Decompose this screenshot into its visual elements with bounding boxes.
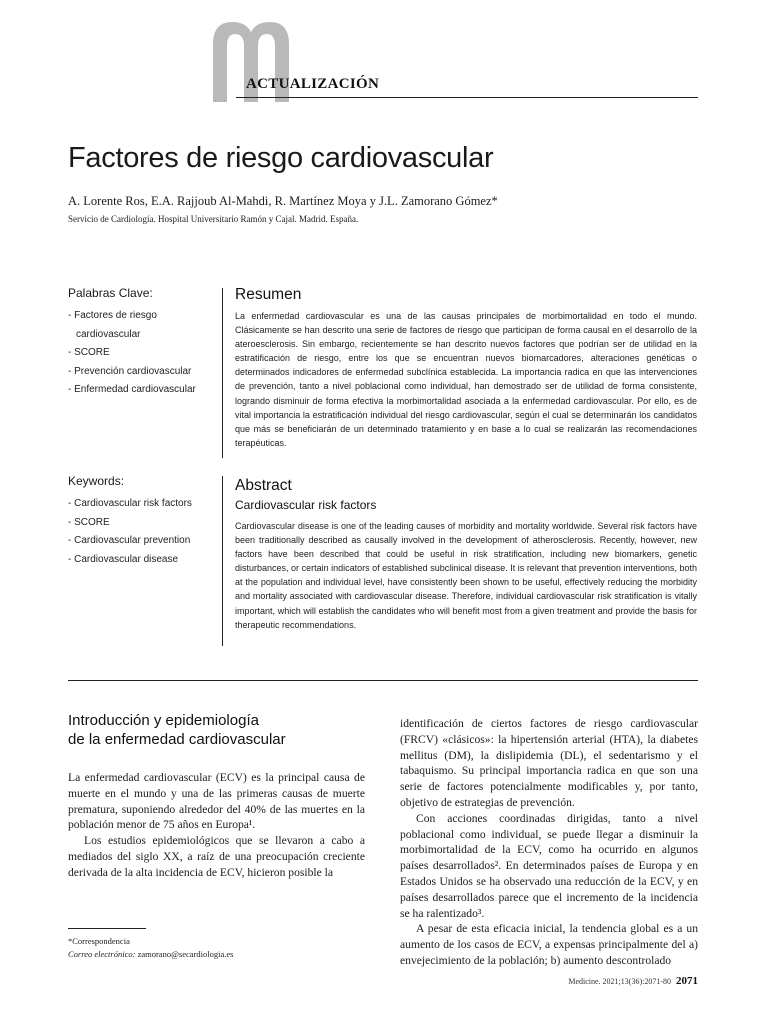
resumen-text: La enfermedad cardiovascular es una de las causas principales de morbimortalidad en todo el mundo. Clásicamente se han descrito una serie de factores de riesgo que participan de forma causal en el desarrollo de la ateroesclerosis. Sin embargo, recientemente se han descrito nuevos factores que podrían ser de utilidad en la estratificación de riesgo, entre los que se encuentran nuevos biomarcadores, alteraciones genéticas o determinados indicadores de enfermedad subclínica establecida. La importancia radica en que las intervenciones de prevención, tanto a nivel poblacional como individual, han demostrado ser de utilidad de forma consistente, logrando disminuir de forma efectiva la morbimortalidad asociada a la enfermedad cardiovascular. Por ello, es de vital importancia la estratificación individual del riesgo cardiovascular, según el cual se determinarán los candidatos que más se beneficiarán de un determinado tratamiento y en base a lo cual se realizarán las recomendaciones terapéuticas. bbox=[235, 311, 697, 448]
footnote-email-link[interactable]: zamorano@secardiologia.es bbox=[137, 949, 234, 959]
body-paragraph: identificación de ciertos factores de riesgo cardiovascular (FRCV) «clásicos»: la hipertensión arterial (HTA), la diabetes mellitus (DM), la dislipidemia (DL), el sedentarismo y el tabaquismo. Su principal importancia radica en que son una serie de factores potencialmente modificables y, por tanto, objetivo de estrategias de prevención. bbox=[400, 717, 698, 809]
keywords-list bbox=[68, 495, 192, 569]
header-rule bbox=[236, 97, 698, 98]
body-paragraph: Los estudios epidemiológicos que se llevaron a cabo a mediados del siglo XX, a raíz de una preocupación creciente derivada de la alta incidencia de ECV, hicieron posible la bbox=[68, 834, 365, 879]
footnote-correspondence: *Correspondencia bbox=[68, 936, 130, 946]
list-item: - Cardiovascular prevention bbox=[68, 535, 191, 546]
palabras-clave-heading: Palabras Clave: bbox=[68, 286, 153, 300]
section-rule bbox=[68, 680, 698, 681]
list-item: - Prevención cardiovascular bbox=[68, 365, 192, 377]
list-item: - SCORE bbox=[68, 347, 110, 358]
resumen-heading: Resumen bbox=[235, 286, 302, 303]
body-paragraph: Con acciones coordinadas dirigidas, tanto a nivel poblacional como individual, se puede llegar a disminuir la morbimortalidad de la ECV, como ha ocurrido en algunos países desarrollados². En determinados países de Europa y en Estados Unidos se ha observado una reducción de la ECV, y en países desarrollados parece que el incremento de la incidencia se ha ralentizado³. bbox=[400, 811, 698, 920]
keywords-heading: Keywords: bbox=[68, 474, 125, 488]
resumen-divider bbox=[222, 288, 223, 458]
abstract-subheading: Cardiovascular risk factors bbox=[235, 498, 377, 512]
intro-heading bbox=[68, 711, 368, 749]
list-item: - Cardiovascular risk factors bbox=[68, 498, 192, 509]
abstract-text: Cardiovascular disease is one of the leading causes of morbidity and mortality worldwide. Several risk factors have been traditionally described as causally involved in the development of atherosclerosis. Recently, however, new factors have been described that could be useful in risk stratification, including new biomarkers, genetic disturbances, or certain indicators of established subclinical disease. It is relevant that prevention interventions, both at the population and individual level, have consistently been shown to be useful, effectively reducing the morbidity and mortality associated with cardiovascular disease. Therefore, individual cardiovascular risk stratification is vitally important, which will establish the candidates who will benefit most from a given treatment and provide the basis for therapeutic recommendations. bbox=[235, 521, 697, 630]
body-paragraph: A pesar de esta eficacia inicial, la tendencia global es a un aumento de los casos de ECV, a expensas principalmente del a) envejecimiento de la población; b) aumento descontrolado bbox=[400, 922, 698, 967]
footnote-rule bbox=[68, 928, 146, 929]
intro-heading-line2: de la enfermedad cardiovascular bbox=[68, 731, 286, 748]
article-authors: A. Lorente Ros, E.A. Rajjoub Al-Mahdi, R. Martínez Moya y J.L. Zamorano Gómez* bbox=[68, 194, 498, 208]
body-paragraph: La enfermedad cardiovascular (ECV) es la principal causa de muerte en el mundo y una de las primeras causas de muerte prematura, suponiendo alrededor del 40% de las muertes en la población menor de 75 años en Europa¹. bbox=[68, 771, 365, 832]
body-column-right bbox=[400, 716, 698, 969]
abstract-heading: Abstract bbox=[235, 477, 292, 494]
intro-heading-line1: Introducción y epidemiología bbox=[68, 712, 259, 729]
palabras-clave-list bbox=[68, 307, 196, 400]
body-column-left bbox=[68, 770, 365, 881]
abstract-divider bbox=[222, 476, 223, 646]
footnote-email-line bbox=[68, 949, 233, 959]
page-number: 2071 bbox=[676, 975, 698, 987]
page-footer bbox=[540, 975, 698, 987]
article-title: Factores de riesgo cardiovascular bbox=[68, 142, 494, 174]
article-affiliation: Servicio de Cardiología. Hospital Universitario Ramón y Cajal. Madrid. España. bbox=[68, 214, 359, 224]
journal-citation: Medicine. 2021;13(36):2071-80 bbox=[568, 977, 671, 986]
list-item: cardiovascular bbox=[76, 328, 141, 340]
list-item: - Factores de riesgo bbox=[68, 310, 157, 321]
footnote-email-label: Correo electrónico: bbox=[68, 949, 136, 959]
section-label: ACTUALIZACIÓN bbox=[246, 76, 380, 92]
list-item: - Enfermedad cardiovascular bbox=[68, 384, 196, 395]
list-item: - Cardiovascular disease bbox=[68, 553, 179, 565]
list-item: - SCORE bbox=[68, 516, 110, 528]
